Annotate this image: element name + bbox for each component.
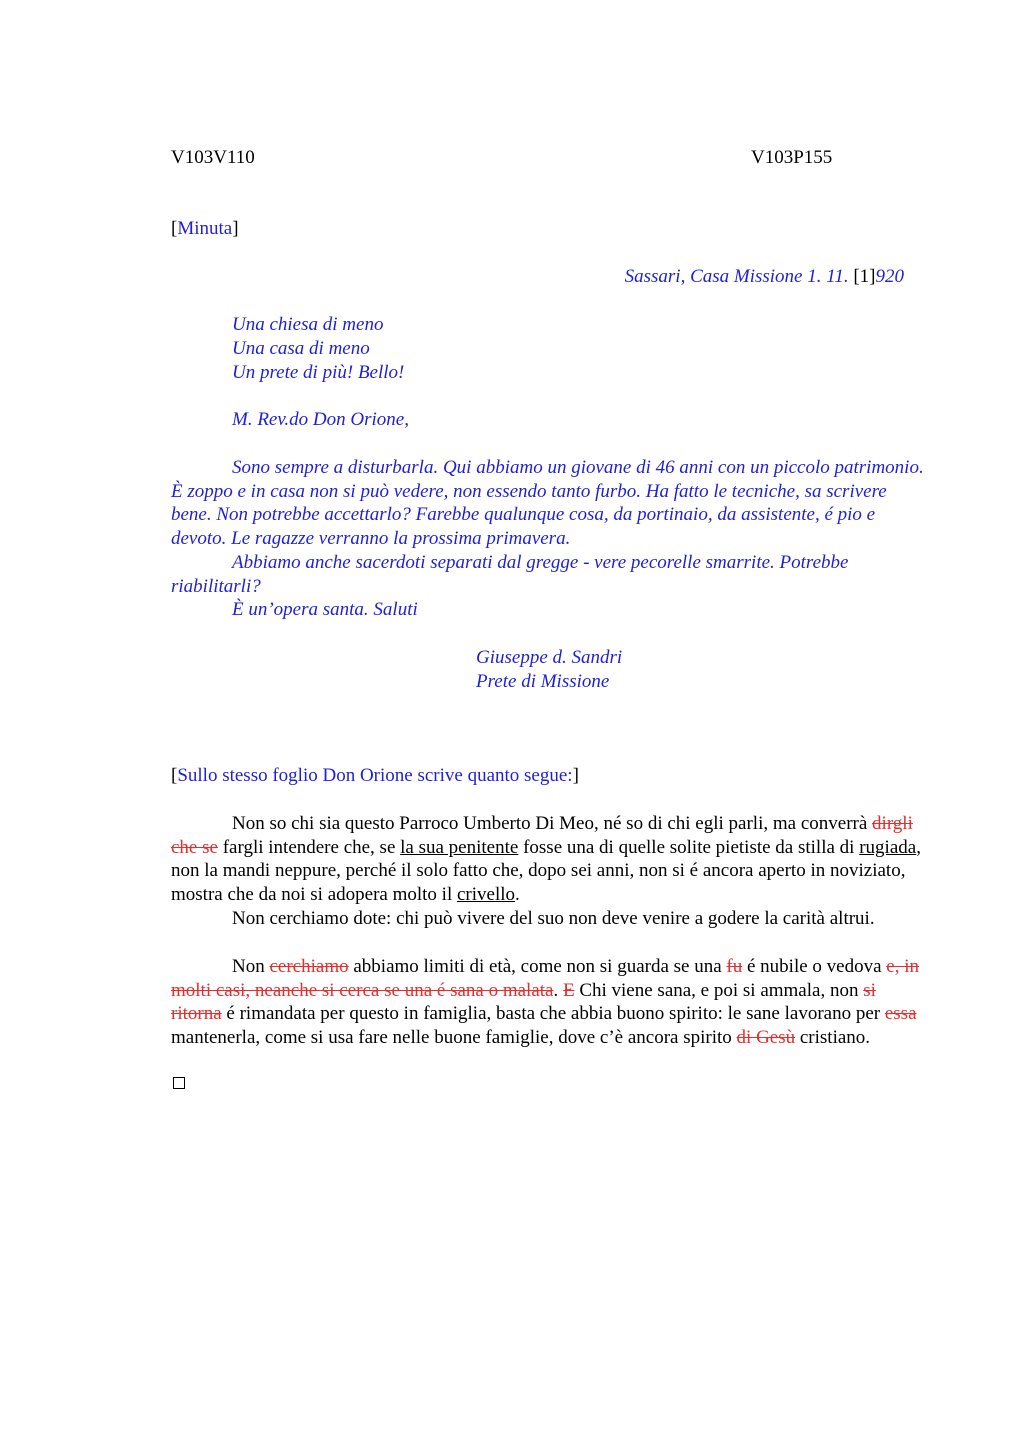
deletion: essa [884, 1003, 917, 1025]
text-run: fargli intendere che, se [217, 836, 401, 858]
text-run: abbiamo limiti di età, come non si guarda se una [348, 956, 727, 977]
deletion: E [562, 979, 575, 1001]
text-run: , non la mandi neppure, perché il solo fatto che, dopo sei anni, non si é ancora aperto in noviziato, mostra che da noi si adopera molto il [171, 836, 921, 905]
text-run: mantenerla, come si usa fare nelle buone famiglie, dove c’è ancora spirito [171, 1026, 737, 1048]
deletion: dirgli che se [171, 813, 913, 858]
bracket-open: [ [171, 765, 178, 786]
text-run: fosse una di quelle solite pietiste da stilla di [518, 836, 860, 858]
bracket-close: ] [572, 765, 579, 786]
signature-name: Giuseppe d. Sandri [476, 647, 623, 668]
letter-paragraph-1: Sono sempre a disturbarla. Qui abbiamo un giovane di 46 anni con un piccolo patrimonio. È zoppo e in casa non si può vedere, non essendo tanto furbo. Ha fatto le tecniche, sa scrivere bene. Non potrebbe accettarlo? Farebbe qualunque cosa, da portinaio, da assistente, é pio e devoto. Le ragazze verranno la prossima primavera. [171, 457, 924, 550]
letter-paragraph-2: Abbiamo anche sacerdoti separati dal gregge - vere pecorelle smarrite. Potrebbe riabilitarli? [171, 552, 849, 597]
minuta-label [171, 218, 239, 240]
minuta-text: Minuta [177, 218, 233, 239]
motto-line-3: Un prete di più! Bello! [232, 362, 405, 383]
end-box-icon [173, 1077, 185, 1089]
deletion: fu [726, 956, 743, 977]
date-bracket: [1] [853, 266, 876, 287]
text-run: Non [232, 956, 270, 977]
deletion: e, in molti casi, neanche si cerca se una é sana o malata [171, 956, 919, 1001]
underlined-text: rugiada [859, 836, 917, 858]
motto-line-2: Una casa di meno [232, 338, 370, 359]
editorial-note [171, 765, 579, 787]
text-run: Non so chi sia questo Parroco Umberto Di Meo, né so di chi egli parli, ma converrà [232, 813, 873, 834]
reply-paragraph-3 [171, 955, 931, 1049]
year: 920 [875, 266, 904, 287]
text-run: . [515, 883, 520, 905]
bracket-open: [ [171, 218, 178, 239]
text-run: é rimandata per questo in famiglia, basta che abbia buono spirito: le sane lavorano per [221, 1003, 885, 1025]
header-right-code: V103P155 [751, 147, 833, 168]
deletion: si ritorna [171, 979, 876, 1025]
document-page [171, 0, 926, 1450]
text-run: cristiano. [795, 1026, 871, 1048]
deletion: di Gesù [736, 1026, 796, 1048]
note-text: Sullo stesso foglio Don Orione scrive quanto segue: [177, 765, 573, 786]
salutation: M. Rev.do Don Orione, [232, 409, 409, 430]
reply-paragraph-1 [171, 812, 931, 906]
reply-paragraph-2: Non cerchiamo dote: chi può vivere del suo non deve venire a godere la carità altrui. [232, 908, 875, 929]
signature-title: Prete di Missione [476, 671, 610, 692]
text-run: . [553, 979, 563, 1001]
deletion: cerchiamo [269, 956, 349, 977]
underlined-text: crivello [456, 883, 516, 905]
place-date [625, 266, 904, 288]
text-run: Chi viene sana, e poi si ammala, non [574, 979, 864, 1001]
letter-paragraph-3: È un’opera santa. Saluti [232, 599, 418, 620]
underlined-text: la sua penitente [400, 836, 519, 858]
bracket-close: ] [232, 218, 239, 239]
header-left-code: V103V110 [171, 147, 255, 168]
text-run: é nubile o vedova [742, 956, 887, 977]
place: Sassari, Casa Missione 1. 11. [624, 266, 849, 287]
motto-line-1: Una chiesa di meno [232, 314, 384, 335]
